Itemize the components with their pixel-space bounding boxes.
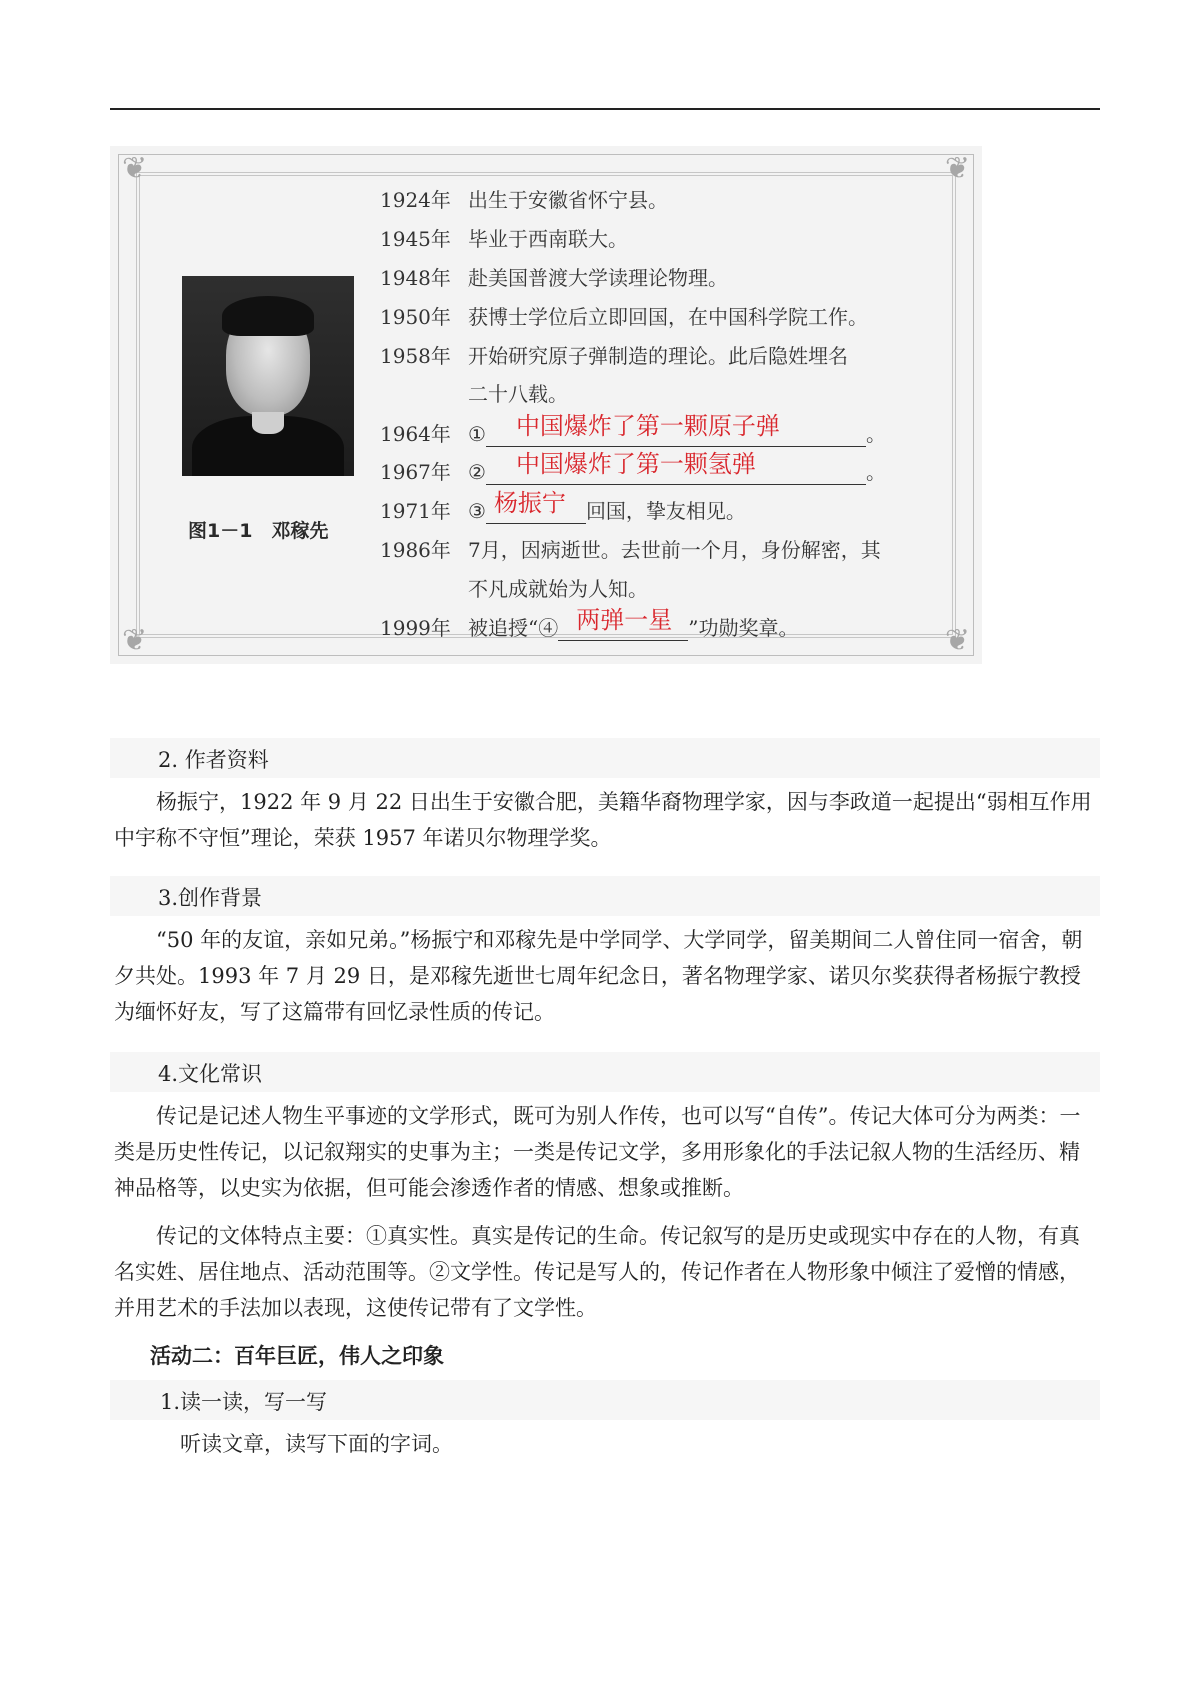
timeline-row: 1986年 7月，因病逝世。去世前一个月，身份解密，其 (380, 538, 881, 562)
culture-paragraph-1: 传记是记述人物生平事迹的文学形式，既可为别人作传，也可以写“自传”。传记大体可分为两类：一类是历史性传记，以记叙翔实的史事为主；一类是传记文学，多用形象化的手法记叙人物的生活经历、精神品格等，以史实为依据，但可能会渗透作者的情感、想象或推断。 (114, 1104, 1081, 1200)
ornament-icon: ❦ (122, 151, 148, 186)
timeline-row: 1945年 毕业于西南联大。 (380, 227, 628, 251)
timeline-row-cont: 二十八载。 (468, 382, 568, 406)
answer-blank: 中国爆炸了第一颗原子弹 (486, 424, 866, 447)
timeline-row: 1924年 出生于安徽省怀宁县。 (380, 188, 668, 212)
section-culture-title: 4.文化常识 (158, 1062, 263, 1086)
ornament-icon: ❦ (944, 151, 970, 186)
top-rule (110, 108, 1100, 110)
timeline-figure (110, 146, 982, 664)
timeline-row: 1958年 开始研究原子弹制造的理论。此后隐姓埋名 (380, 344, 848, 368)
portrait-photo (182, 276, 354, 476)
figure-caption: 图1－1 邓稼先 (188, 520, 329, 542)
background-text: “50 年的友谊，亲如兄弟。”杨振宁和邓稼先是中学同学、大学同学，留美期间二人曾住同一宿舍，朝夕共处。1993 年 7 月 29 日，是邓稼先逝世七周年纪念日，著名物理学家、诺贝尔奖获得者杨振宁教授为缅怀好友，写了这篇带有回忆录性质的传记。 (114, 928, 1083, 1024)
culture-paragraph-2: 传记的文体特点主要：①真实性。真实是传记的生命。传记叙写的是历史或现实中存在的人物，有真名实姓、居住地点、活动范围等。②文学性。传记是写人的，传记作者在人物形象中倾注了爱憎的情感，并用艺术的手法加以表现，这使传记带有了文学性。 (114, 1224, 1080, 1320)
timeline-row-cont: 不凡成就始为人知。 (468, 577, 648, 601)
timeline-row: 1999年 被追授“④ 两弹一星 ”功勋奖章。 (380, 606, 799, 640)
read-instruction: 听读文章，读写下面的字词。 (180, 1432, 453, 1456)
ornament-icon: ❦ (122, 623, 148, 658)
section-background-title: 3.创作背景 (158, 886, 263, 910)
timeline-row: 1964年 ① 中国爆炸了第一颗原子弹 。 (380, 412, 886, 446)
timeline-row: 1967年 ② 中国爆炸了第一颗氢弹 。 (380, 450, 886, 484)
section-author-title: 2. 作者资料 (158, 748, 269, 772)
answer-blank: 中国爆炸了第一颗氢弹 (486, 462, 866, 485)
timeline-row: 1950年 获博士学位后立即回国，在中国科学院工作。 (380, 305, 868, 329)
answer-blank: 两弹一星 (558, 618, 688, 641)
timeline-row: 1948年 赴美国普渡大学读理论物理。 (380, 266, 728, 290)
author-text: 杨振宁，1922 年 9 月 22 日出生于安徽合肥，美籍华裔物理学家，因与李政道一起提出“弱相互作用中宇称不守恒”理论，荣获 1957 年诺贝尔物理学奖。 (114, 790, 1092, 850)
ornament-icon: ❦ (944, 623, 970, 658)
answer-blank: 杨振宁 (486, 501, 586, 524)
activity-title: 活动二：百年巨匠，伟人之印象 (150, 1344, 444, 1368)
timeline-row: 1971年 ③ 杨振宁 回国，挚友相见。 (380, 489, 746, 523)
read-title: 1.读一读，写一写 (160, 1390, 328, 1414)
